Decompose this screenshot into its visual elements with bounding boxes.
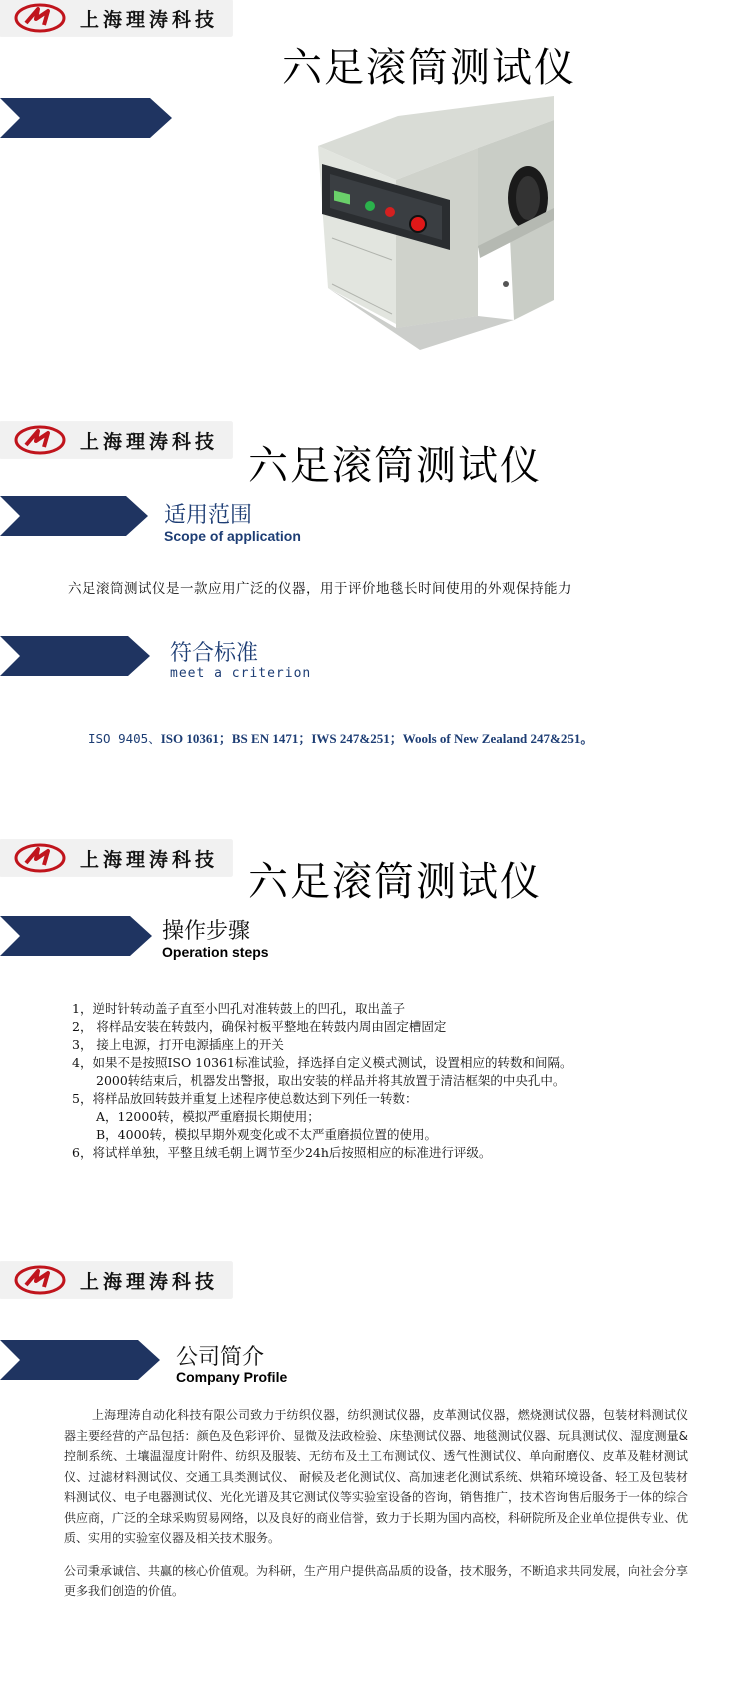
- scope-heading-cn: 适用范围: [164, 503, 253, 528]
- step-item: 6，将试样单独，平整且绒毛朝上调节至少24h后按照相应的标准进行评级。: [72, 1145, 492, 1160]
- company-logo: [0, 840, 232, 876]
- step-item: 4，如果不是按照ISO 10361标准试验，择选择自定义模式测试，设置相应的转数和间隔。: [72, 1055, 573, 1070]
- company-profile-text: [64, 1405, 688, 1614]
- scope-text: 六足滚筒测试仪是一款应用广泛的仪器，用于评价地毯长时间使用的外观保持能力: [68, 581, 572, 597]
- step-item: 3， 接上电源，打开电源插座上的开关: [72, 1037, 284, 1052]
- logo-text: 上海理涛科技: [80, 848, 219, 871]
- step-item: 2， 将样品安装在转鼓内，确保衬板平整地在转鼓内周由固定槽固定: [72, 1019, 447, 1034]
- company-logo: [0, 1262, 232, 1298]
- green-button-icon: [365, 201, 375, 211]
- logo-emblem-icon: [14, 843, 66, 873]
- section-title: 六足滚筒测试仪: [248, 443, 542, 489]
- decorative-chevron-banner: [0, 1340, 166, 1380]
- step-item: B，4000转，模拟早期外观变化或不太严重磨损位置的使用。: [96, 1127, 437, 1142]
- standard-text-plain: ISO 9405、: [88, 731, 161, 746]
- company-heading-en: Company Profile: [176, 1369, 288, 1385]
- step-item: 5，将样品放回转鼓并重复上述程序使总数达到下列任一转数：: [72, 1091, 418, 1106]
- decorative-chevron-banner: [0, 916, 156, 956]
- company-logo: [0, 422, 232, 458]
- decorative-chevron-banner: [0, 98, 176, 138]
- logo-emblem-icon: [14, 3, 66, 33]
- logo-text: 上海理涛科技: [80, 8, 219, 31]
- step-item: A，12000转，模拟严重磨损长期使用；: [96, 1109, 320, 1124]
- section-title: 六足滚筒测试仪: [248, 859, 542, 905]
- standard-heading-cn: 符合标准: [170, 641, 259, 666]
- decorative-chevron-banner: [0, 636, 156, 676]
- machine-photo: [300, 88, 570, 358]
- logo-text: 上海理涛科技: [80, 1270, 219, 1293]
- step-item: 2000转结束后，机器发出警报，取出安装的样品并将其放置于清洁框架的中央孔中。: [96, 1073, 566, 1088]
- logo-emblem-icon: [14, 1265, 66, 1295]
- standard-heading-en: meet a criterion: [170, 666, 312, 681]
- company-heading-cn: 公司简介: [176, 1345, 265, 1370]
- company-profile-paragraph: 上海理涛自动化科技有限公司致力于纺织仪器，纺织测试仪器，皮革测试仪器，燃烧测试仪器，包装材料测试仪器主要经营的产品包括：颜色及色彩评价、显微及法政检验、床垫测试仪器、地毯测试仪器、玩具测试仪、湿度测量&控制系统、土壤温湿度计附件、纺织及服装、无纺布及土工布测试仪、透气性测试仪、单向耐磨仪、皮革及鞋材测试仪、过滤材料测试仪、交通工具类测试仪、 耐候及老化测试仪、高加速老化测试系统、烘箱环境设备、轻工及包装材料测试仪、电子电器测试仪、光化光谱及其它测试仪等实验室设备的咨询，销售推广，技术咨询售后服务于一体的综合供应商，广泛的全球采购贸易网络，以及良好的商业信誉，致力于长期为国内高校，科研院所及企业单位提供专业、优质、实用的实验室仪器及相关技术服务。: [64, 1408, 689, 1545]
- operation-heading-en: Operation steps: [162, 944, 269, 960]
- red-button-icon: [385, 207, 395, 217]
- operation-steps-list: [72, 1000, 572, 1162]
- company-profile-paragraph: 公司秉承诚信、共赢的核心价值观。为科研，生产用户提供高品质的设备，技术服务，不断追求共同发展，向社会分享更多我们创造的价值。: [64, 1563, 689, 1598]
- step-item: 1，逆时针转动盖子直至小凹孔对准转鼓上的凹孔，取出盖子: [72, 1001, 405, 1016]
- scope-heading-en: Scope of application: [164, 528, 301, 544]
- company-logo: [0, 0, 232, 36]
- emergency-stop-icon: [410, 216, 426, 232]
- logo-text: 上海理涛科技: [80, 430, 219, 453]
- page-title: 六足滚筒测试仪: [282, 45, 576, 91]
- standard-text-bold: ISO 10361；BS EN 1471；IWS 247&251；Wools of New Zealand 247&251。: [160, 731, 594, 746]
- logo-emblem-icon: [14, 425, 66, 455]
- standard-text: [88, 728, 593, 747]
- operation-heading-cn: 操作步骤: [162, 919, 251, 944]
- decorative-chevron-banner: [0, 496, 152, 536]
